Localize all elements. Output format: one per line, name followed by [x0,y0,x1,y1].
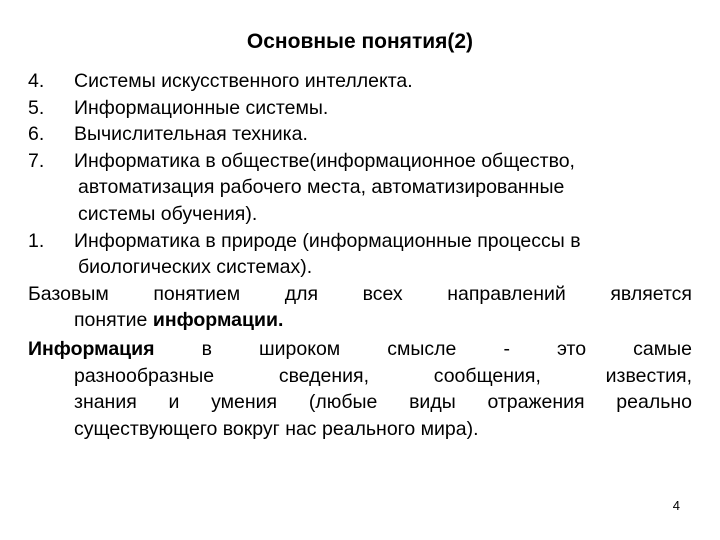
bold-term: информации. [152,309,284,332]
paragraph-text: понятие [74,309,153,332]
list-item [28,148,692,228]
list-number: 1. [28,229,45,252]
paragraph-line: знания и умения (любые виды отражения реально [74,391,692,414]
list-number: 4. [28,70,45,92]
list-item [28,228,692,281]
list-text: Информатика в обществе(информационное общество, [74,149,575,172]
list-text: Вычислительная техника. [74,123,308,146]
list-text: Информатика в природе (информационные процессы в [74,229,581,252]
paragraph-line [28,336,692,363]
list-text: Информационные системы. [74,96,329,119]
list-number: 5. [28,96,45,119]
paragraph-line: Базовым понятием для всех направлений является [28,282,692,305]
list-text: Системы искусственного интеллекта. [74,70,413,92]
paragraph-basic-concept [28,281,692,334]
list-number: 6. [28,123,45,146]
list-item [28,121,692,148]
paragraph-information-definition [28,336,692,442]
bold-term: Информация [28,337,155,360]
list-item [28,68,692,95]
paragraph-line: существующего вокруг нас реального мира). [74,417,479,440]
paragraph-line: разнообразные сведения, сообщения, известия, [74,364,692,387]
slide-body [28,68,692,442]
paragraph-line [28,307,692,334]
slide-title: Основные понятия(2) [246,30,474,53]
list-item [28,95,692,122]
list-number: 7. [28,149,45,172]
list-text: системы обучения). [78,202,258,225]
page-number: 4 [672,498,680,513]
list-text: биологических системах). [78,256,313,279]
paragraph-text: в широком смысле - это самые [154,337,692,360]
list-text: автоматизация рабочего места, автоматизированные [78,176,565,199]
